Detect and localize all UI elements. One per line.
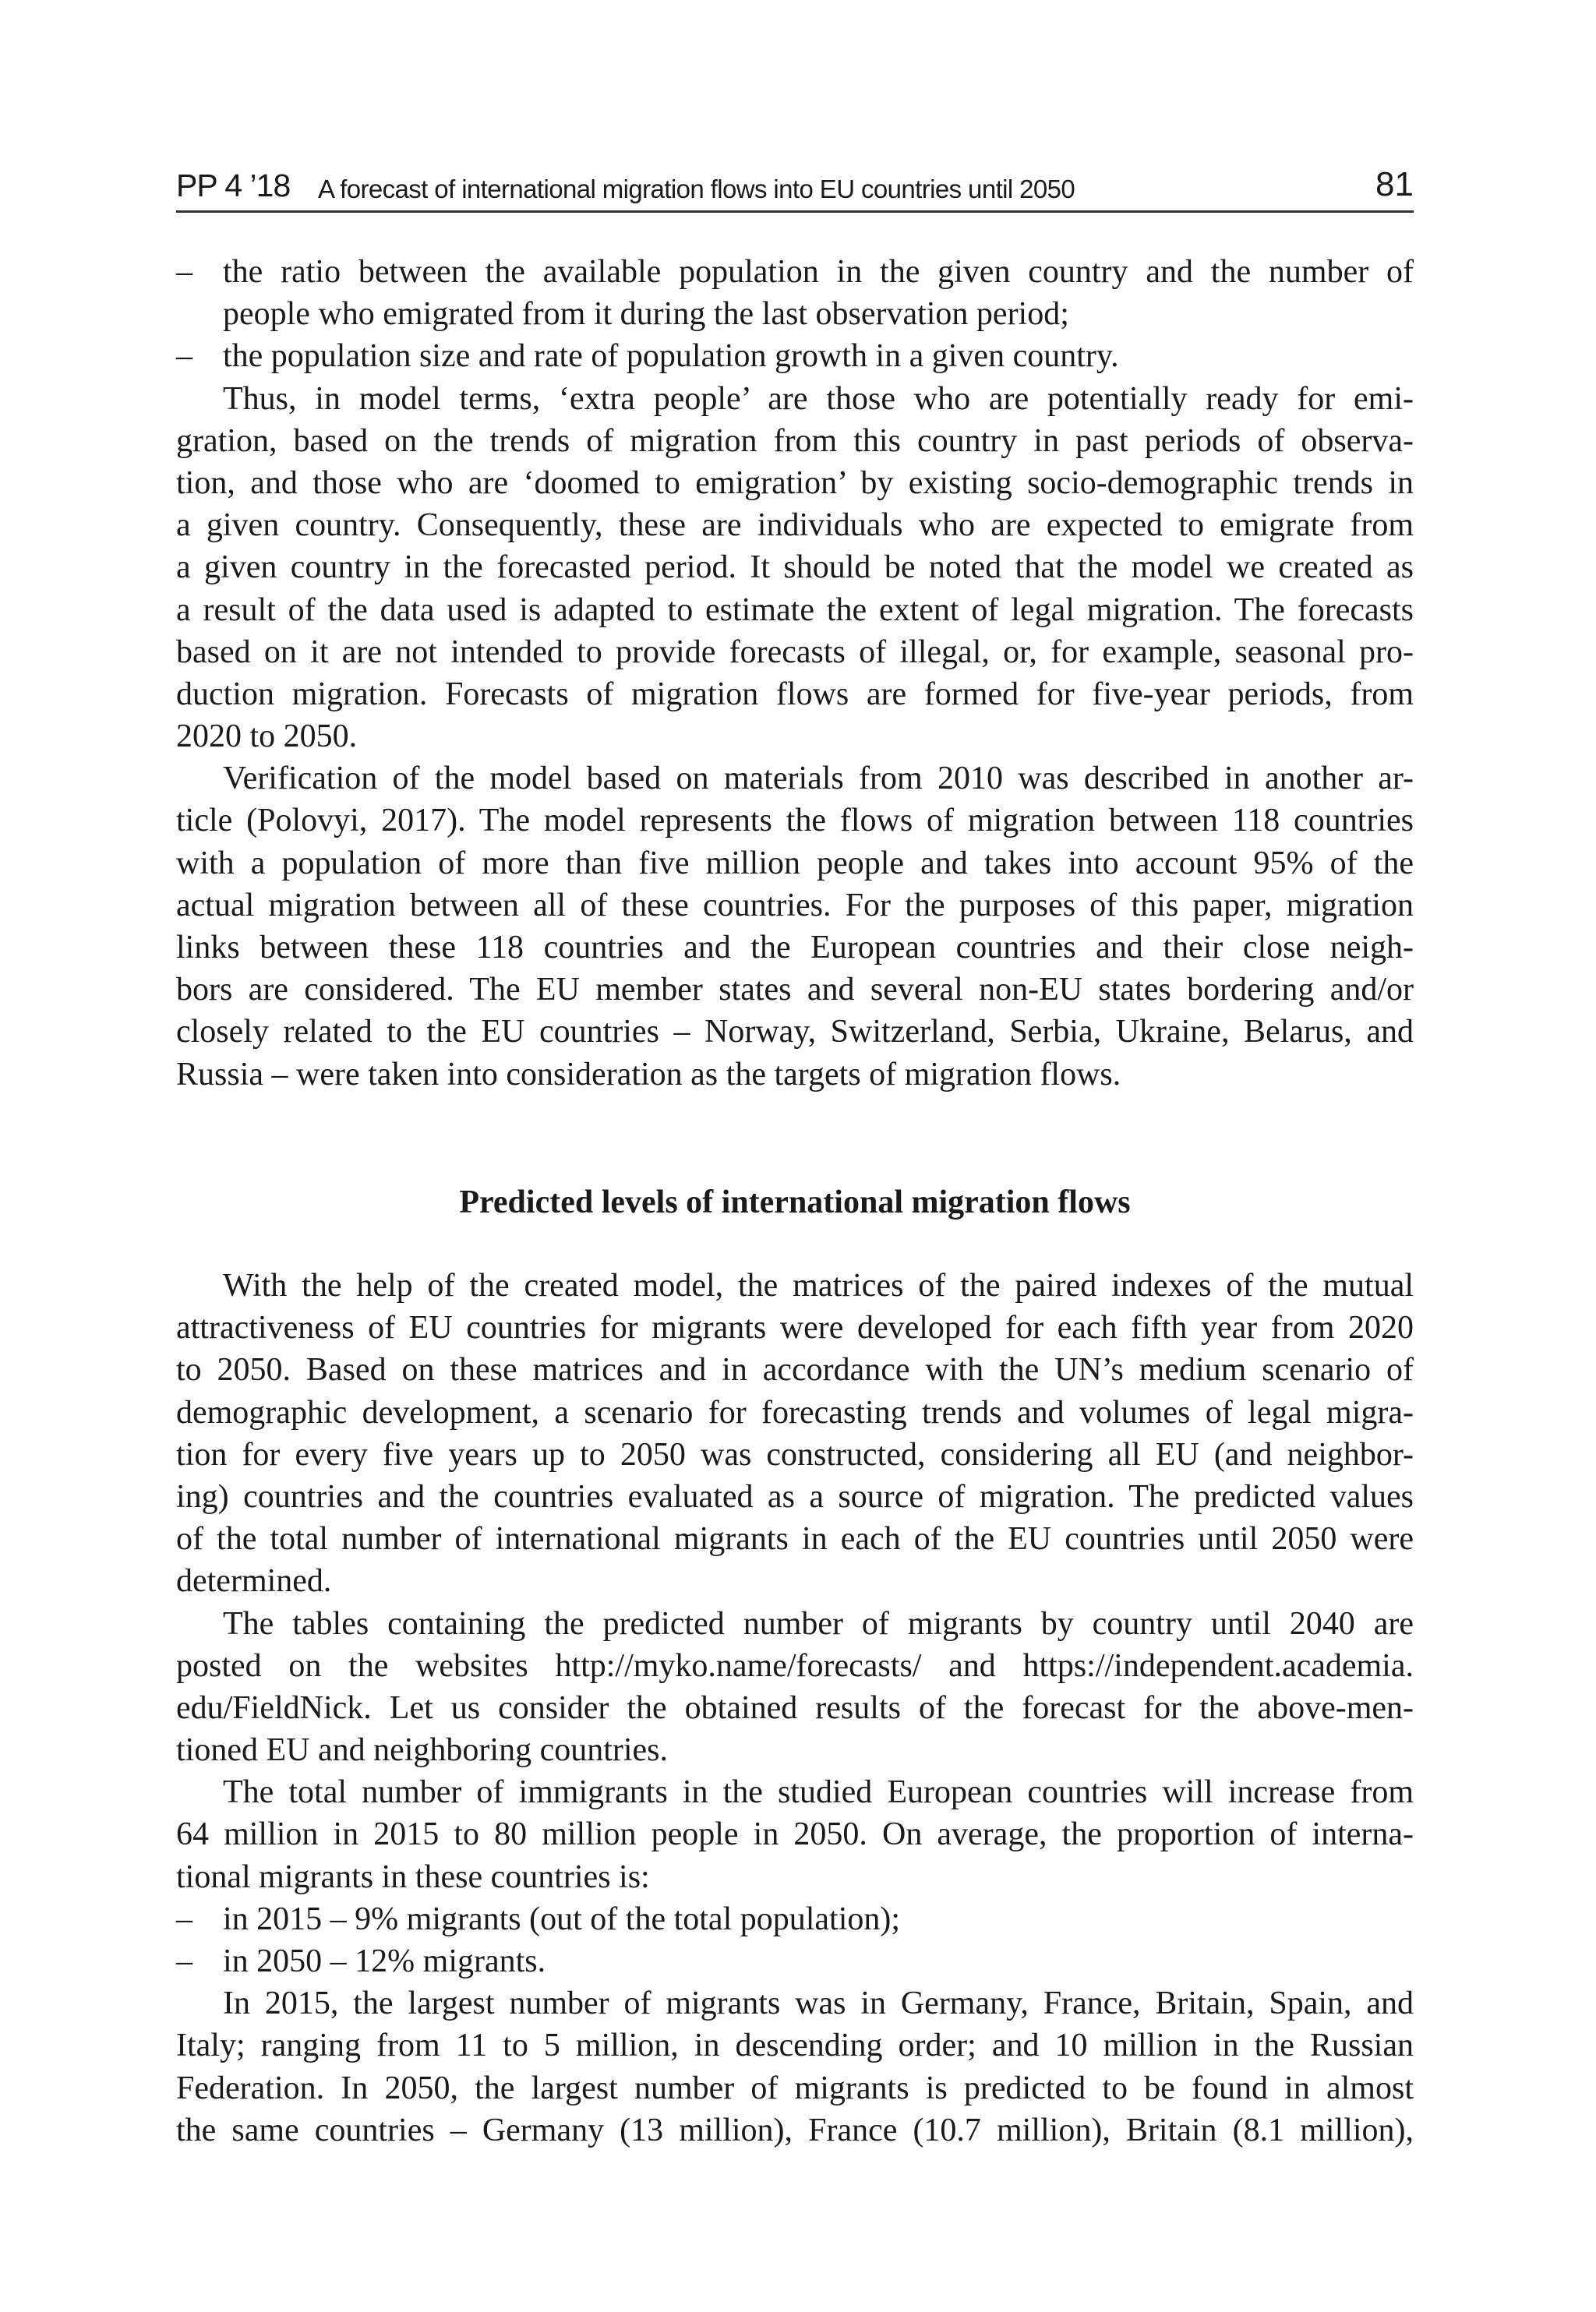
text-line bbox=[176, 1392, 1414, 1434]
line-text: Russia – were taken into consideration as the targets of migration flows. bbox=[176, 1056, 1121, 1092]
text-line bbox=[176, 1603, 1414, 1645]
line-text: Thus, in model terms, ‘extra people’ are those who are potentially ready for emi- bbox=[223, 380, 1414, 417]
line-text: 2020 to 2050. bbox=[176, 718, 358, 755]
bullet-line bbox=[176, 335, 1414, 377]
line-text: posted on the websites http://myko.name/forecasts/ and https://independent.academia. bbox=[176, 1647, 1414, 1684]
line-text: in 2050 – 12% migrants. bbox=[223, 1943, 546, 1979]
journal-issue: PP 4 ’18 bbox=[176, 168, 291, 203]
text-line bbox=[176, 1011, 1414, 1053]
bullet-dash: – bbox=[176, 1901, 192, 1937]
line-text: In 2015, the largest number of migrants was in Germany, France, Britain, Spain, and bbox=[223, 1985, 1414, 2022]
line-text: people who emigrated from it during the last observation period; bbox=[223, 296, 1069, 333]
text-line bbox=[176, 589, 1414, 631]
text-line bbox=[176, 1349, 1414, 1391]
bullet-line bbox=[176, 1940, 1414, 1982]
line-text: a result of the data used is adapted to estimate the extent of legal migration. The forecasts bbox=[176, 591, 1414, 628]
bullet-dash: – bbox=[176, 338, 192, 375]
line-text: of the total number of international migrants in each of the EU countries until 2050 were bbox=[176, 1521, 1414, 1558]
text-line bbox=[176, 1771, 1414, 1813]
line-text: the ratio between the available population in the given country and the number of bbox=[223, 254, 1414, 290]
text-line bbox=[176, 1054, 1414, 1096]
text-line bbox=[176, 504, 1414, 546]
line-text: in 2015 – 9% migrants (out of the total population); bbox=[223, 1901, 901, 1937]
line-text: tioned EU and neighboring countries. bbox=[176, 1732, 669, 1769]
page-number: 81 bbox=[1375, 165, 1414, 203]
line-text: gration, based on the trends of migration from this country in past periods of observa- bbox=[176, 422, 1414, 459]
line-text: determined. bbox=[176, 1563, 332, 1600]
line-text: Federation. In 2050, the largest number of migrants is predicted to be found in almost bbox=[176, 2070, 1414, 2106]
line-text: tional migrants in these countries is: bbox=[176, 1858, 650, 1895]
text-line bbox=[176, 927, 1414, 969]
text-line bbox=[176, 1813, 1414, 1855]
text-line bbox=[176, 842, 1414, 884]
line-text: actual migration between all of these countries. For the purposes of this paper, migration bbox=[176, 887, 1414, 923]
bullet-line bbox=[176, 251, 1414, 293]
body-text-section-1 bbox=[176, 251, 1414, 1096]
text-line bbox=[176, 1476, 1414, 1518]
line-text: duction migration. Forecasts of migration flows are formed for five-year periods, from bbox=[176, 676, 1414, 712]
text-line bbox=[176, 1856, 1414, 1898]
text-line bbox=[176, 293, 1414, 335]
line-text: with a population of more than five million people and takes into account 95% of the bbox=[176, 845, 1414, 881]
text-line bbox=[176, 757, 1414, 799]
line-text: ticle (Polovyi, 2017). The model represents the flows of migration between 118 countries bbox=[176, 803, 1414, 839]
text-line bbox=[176, 1560, 1414, 1602]
line-text: attractiveness of EU countries for migrants were developed for each fifth year from 2020 bbox=[176, 1310, 1414, 1347]
bullet-dash: – bbox=[176, 254, 192, 290]
line-text: demographic development, a scenario for forecasting trends and volumes of legal migra- bbox=[176, 1394, 1414, 1431]
body-text-section-2 bbox=[176, 1265, 1414, 2151]
text-line bbox=[176, 969, 1414, 1011]
line-text: 64 million in 2015 to 80 million people in 2050. On average, the proportion of interna- bbox=[176, 1816, 1414, 1853]
line-text: based on it are not intended to provide forecasts of illegal, or, for example, seasonal pro- bbox=[176, 634, 1414, 670]
line-text: a given country in the forecasted period. It should be noted that the model we created as bbox=[176, 549, 1414, 586]
text-line bbox=[176, 1982, 1414, 2024]
line-text: tion for every five years up to 2050 was constructed, considering all EU (and neighbor- bbox=[176, 1436, 1414, 1473]
text-line bbox=[176, 378, 1414, 420]
line-text: closely related to the EU countries – Norway, Switzerland, Serbia, Ukraine, Belarus, and bbox=[176, 1014, 1414, 1050]
text-line bbox=[176, 2024, 1414, 2067]
text-line bbox=[176, 462, 1414, 504]
text-line bbox=[176, 884, 1414, 927]
line-text: Verification of the model based on materials from 2010 was described in another ar- bbox=[223, 761, 1414, 797]
line-text: ing) countries and the countries evaluated as a source of migration. The predicted values bbox=[176, 1478, 1414, 1515]
text-line bbox=[176, 1265, 1414, 1307]
text-line bbox=[176, 1307, 1414, 1349]
text-line bbox=[176, 1434, 1414, 1476]
section-heading: Predicted levels of international migration flows bbox=[459, 1184, 1131, 1220]
line-text: edu/FieldNick. Let us consider the obtained results of the forecast for the above-men- bbox=[176, 1689, 1414, 1726]
line-text: the population size and rate of population growth in a given country. bbox=[223, 338, 1119, 375]
text-line bbox=[176, 1645, 1414, 1687]
line-text: The total number of immigrants in the studied European countries will increase from bbox=[223, 1774, 1414, 1811]
line-text: the same countries – Germany (13 million), France (10.7 million), Britain (8.1 million), bbox=[176, 2112, 1414, 2148]
line-text: The tables containing the predicted number of migrants by country until 2040 are bbox=[223, 1605, 1414, 1642]
running-header bbox=[176, 165, 1414, 213]
text-line bbox=[176, 2109, 1414, 2151]
text-line bbox=[176, 2067, 1414, 2109]
text-line bbox=[176, 673, 1414, 715]
text-line bbox=[176, 715, 1414, 757]
text-line bbox=[176, 420, 1414, 462]
bullet-dash: – bbox=[176, 1943, 192, 1979]
line-text: to 2050. Based on these matrices and in accordance with the UN’s medium scenario of bbox=[176, 1352, 1414, 1389]
text-line bbox=[176, 1687, 1414, 1729]
line-text: tion, and those who are ‘doomed to emigration’ by existing socio-demographic trends in bbox=[176, 464, 1414, 501]
line-text: Italy; ranging from 11 to 5 million, in descending order; and 10 million in the Russian bbox=[176, 2028, 1414, 2064]
text-line bbox=[176, 1729, 1414, 1771]
text-line bbox=[176, 546, 1414, 588]
text-line bbox=[176, 1518, 1414, 1560]
line-text: With the help of the created model, the matrices of the paired indexes of the mutual bbox=[223, 1268, 1414, 1304]
line-text: bors are considered. The EU member states and several non-EU states bordering and/or bbox=[176, 972, 1414, 1008]
bullet-line bbox=[176, 1898, 1414, 1940]
text-line bbox=[176, 799, 1414, 842]
line-text: a given country. Consequently, these are individuals who are expected to emigrate from bbox=[176, 507, 1414, 544]
line-text: links between these 118 countries and the European countries and their close neigh- bbox=[176, 930, 1414, 965]
running-title: A forecast of international migration flows into EU countries until 2050 bbox=[318, 175, 1075, 203]
text-line bbox=[176, 631, 1414, 673]
